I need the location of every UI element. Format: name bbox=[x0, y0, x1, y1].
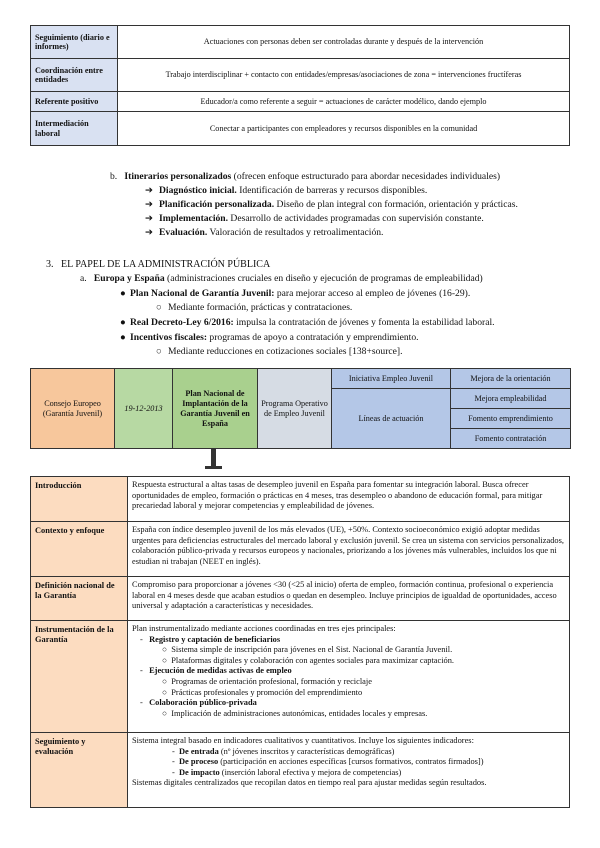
connector-line bbox=[211, 448, 216, 468]
list-item bbox=[145, 212, 484, 225]
bullet-icon: ● bbox=[120, 332, 126, 343]
arrow-icon: ➔ bbox=[145, 227, 154, 238]
item-title: Evaluación. bbox=[159, 227, 208, 238]
seguimiento-outro: Sistemas digitales centralizados que recopilan datos en tiempo real para ajustar medidas según resultados. bbox=[132, 778, 487, 788]
row-value: España con índice desempleo juvenil de los más elevados (UE), +50%. Contexto socioeconómico exigió adoptar medidas urgentes para deficiencias estructurales del mercado laboral y exclusión juvenil. Se crea un sistema con servicios personalizados, colaboración público-privada y recursos europeos y nacionales, priorizando a los jóvenes más vulnerables, incluidos los que ni estudian ni trabajan (NEET en inglés). bbox=[128, 522, 570, 577]
row-key: Referente positivo bbox=[31, 92, 118, 112]
table-row bbox=[31, 577, 570, 621]
subitem-text: Mediante formación, prácticas y contrataciones. bbox=[168, 302, 353, 313]
row-value bbox=[128, 621, 570, 733]
eje-title: Colaboración público-privada bbox=[149, 698, 257, 708]
arrow-icon: ➔ bbox=[145, 185, 154, 196]
eje-subitem: ○ Prácticas profesionales y promoción del emprendimiento bbox=[162, 687, 363, 697]
iniciativa-cell: Iniciativa Empleo Juvenil bbox=[332, 369, 451, 389]
consejo-cell: Consejo Europeo (Garantía Juvenil) bbox=[31, 369, 115, 449]
list-item bbox=[145, 184, 427, 197]
table-row bbox=[31, 26, 570, 59]
item-title: Plan Nacional de Garantía Juvenil: bbox=[130, 288, 275, 299]
garantia-diagram bbox=[30, 368, 571, 449]
eje-title: Registro y captación de beneficiarios bbox=[149, 634, 281, 644]
section-heading bbox=[46, 258, 270, 271]
list-label: b. bbox=[110, 171, 118, 182]
indicator-text: (nº jóvenes inscritos y características demográficas) bbox=[218, 746, 395, 756]
plan-cell: Plan Nacional de Implantación de la Garantía Juvenil en España bbox=[173, 369, 258, 449]
eje-subitem: ○ Sistema simple de inscripción para jóvenes en el Sist. Nacional de Garantía Juvenil. bbox=[162, 645, 453, 655]
intervention-table bbox=[30, 25, 570, 146]
row-key: Seguimiento (diario e informes) bbox=[31, 26, 118, 59]
row-key: Intermediación laboral bbox=[31, 112, 118, 146]
row-value: Conectar a participantes con empleadores y recursos disponibles en la comunidad bbox=[118, 112, 570, 146]
subsection-heading bbox=[80, 272, 483, 285]
row-value: Compromiso para proporcionar a jóvenes <30 (<25 al inicio) oferta de empleo, formación continua, profesional o experiencia laboral en 4 meses desde que acaban estudios o quedan en desempleo. Incluye principios de igualdad de oportunidades, acceso universal y adaptación a características y necesidades. bbox=[128, 577, 570, 621]
subitem-text: Prácticas profesionales y promoción del emprendimiento bbox=[171, 687, 363, 697]
item-title: Real Decreto-Ley 6/2016: bbox=[130, 317, 234, 328]
itinerarios-heading bbox=[110, 170, 500, 183]
garantia-detail-table bbox=[30, 476, 570, 808]
eje-item: - Ejecución de medidas activas de empleo bbox=[140, 666, 292, 676]
row-value: Respuesta estructural a altas tasas de desempleo juvenil en España para fomentar su integración laboral. Busca ofrecer oportunidades de empleo, formación o prácticas en 4 meses, tras desempleo o abandono de educación formal, para mitigar precariedad laboral y mejorar competencias y empleabilidad de jóvenes. bbox=[128, 477, 570, 522]
item-text: para mejorar acceso al empleo de jóvenes (16-29). bbox=[274, 288, 471, 299]
subitem-text: Plataformas digitales y colaboración con agentes sociales para maximizar captación. bbox=[171, 655, 455, 665]
indicator-text: (participación en acciones específicas [cursos formativos, contratos firmados]) bbox=[218, 757, 484, 767]
seguimiento-intro: Sistema integral basado en indicadores cualitativos y cuantitativos. Incluye los siguientes indicadores: bbox=[132, 736, 474, 745]
eje-subitem: ○ Implicación de administraciones autonómicas, entidades locales y empresas. bbox=[162, 708, 428, 718]
list-subitem bbox=[156, 301, 352, 314]
list-label: a. bbox=[80, 273, 87, 284]
table-row bbox=[31, 59, 570, 92]
item-text: Identificación de barreras y recursos disponibles. bbox=[236, 185, 428, 196]
item-title: Implementación. bbox=[159, 213, 229, 224]
item-text: Desarrollo de actividades programadas con supervisión constante. bbox=[228, 213, 484, 224]
bullet-icon: ● bbox=[120, 288, 126, 299]
indicator-item: - De proceso (participación en acciones específicas [cursos formativos, contratos firmados]) bbox=[172, 757, 484, 767]
arrow-icon: ➔ bbox=[145, 213, 154, 224]
subitem-text: Programas de orientación profesional, formación y reciclaje bbox=[171, 676, 372, 686]
row-key: Seguimiento y evaluación bbox=[31, 733, 128, 808]
item-text: Valoración de resultados y retroalimentación. bbox=[207, 227, 384, 238]
table-row bbox=[31, 522, 570, 577]
subsection-title: Europa y España bbox=[93, 273, 165, 284]
indicator-title: De impacto bbox=[178, 767, 220, 777]
instrumentacion-intro: Plan instrumentalizado mediante acciones coordinadas en tres ejes principales: bbox=[132, 624, 396, 633]
row-value: Trabajo interdisciplinar + contacto con entidades/empresas/asociaciones de zona = intervenciones fructíferas bbox=[118, 59, 570, 92]
table-row bbox=[31, 92, 570, 112]
item-title: Incentivos fiscales: bbox=[130, 332, 208, 343]
row-value bbox=[128, 733, 570, 808]
table-row bbox=[31, 477, 570, 522]
eje-item: - Registro y captación de beneficiarios bbox=[140, 634, 281, 644]
connector-base bbox=[205, 466, 222, 469]
itinerarios-title: Itinerarios personalizados bbox=[124, 171, 232, 182]
row-value: Actuaciones con personas deben ser controladas durante y después de la intervención bbox=[118, 26, 570, 59]
eje-item: - Colaboración público-privada bbox=[140, 698, 257, 708]
section-title: EL PAPEL DE LA ADMINISTRACIÓN PÚBLICA bbox=[61, 259, 271, 270]
subitem-text: Mediante reducciones en cotizaciones sociales [138+source]. bbox=[168, 346, 403, 357]
itinerarios-rest: (ofrecen enfoque estructurado para abordar necesidades individuales) bbox=[231, 171, 501, 182]
eje-subitem: ○ Plataformas digitales y colaboración con agentes sociales para maximizar captación. bbox=[162, 655, 455, 665]
indicator-item: - De entrada (nº jóvenes inscritos y características demográficas) bbox=[172, 746, 395, 756]
list-item bbox=[120, 316, 495, 329]
mejora-cell: Mejora empleabilidad bbox=[451, 389, 571, 409]
lineas-cell: Líneas de actuación bbox=[332, 389, 451, 449]
arrow-icon: ➔ bbox=[145, 199, 154, 210]
item-title: Planificación personalizada. bbox=[159, 199, 275, 210]
row-key: Introducción bbox=[31, 477, 128, 522]
row-key: Contexto y enfoque bbox=[31, 522, 128, 577]
row-key: Instrumentación de la Garantía bbox=[31, 621, 128, 733]
table-row bbox=[31, 369, 571, 389]
item-title: Diagnóstico inicial. bbox=[159, 185, 237, 196]
table-row bbox=[31, 733, 570, 808]
eje-title: Ejecución de medidas activas de empleo bbox=[149, 666, 292, 676]
list-item bbox=[145, 198, 518, 211]
item-text: programas de apoyo a contratación y emprendimiento. bbox=[207, 332, 419, 343]
row-value: Educador/a como referente a seguir = actuaciones de carácter modélico, dando ejemplo bbox=[118, 92, 570, 112]
item-text: Diseño de plan integral con formación, orientación y prácticas. bbox=[274, 199, 518, 210]
mejora-cell: Fomento emprendimiento bbox=[451, 409, 571, 429]
row-key: Coordinación entre entidades bbox=[31, 59, 118, 92]
bullet-icon: ● bbox=[120, 317, 126, 328]
indicator-item: - De impacto (inserción laboral efectiva y mejora de competencias) bbox=[172, 767, 402, 777]
indicator-text: (inserción laboral efectiva y mejora de competencias) bbox=[219, 767, 402, 777]
list-item bbox=[120, 287, 470, 300]
subitem-text: Implicación de administraciones autonómicas, entidades locales y empresas. bbox=[171, 708, 428, 718]
indicator-title: De entrada bbox=[178, 746, 219, 756]
indicator-title: De proceso bbox=[178, 757, 219, 767]
programa-cell: Programa Operativo de Empleo Juvenil bbox=[258, 369, 332, 449]
table-row bbox=[31, 112, 570, 146]
fecha-cell: 19-12-2013 bbox=[115, 369, 173, 449]
section-number: 3. bbox=[46, 259, 54, 270]
item-text: impulsa la contratación de jóvenes y fomenta la estabilidad laboral. bbox=[233, 317, 495, 328]
row-key: Definición nacional de la Garantía bbox=[31, 577, 128, 621]
subitem-text: Sistema simple de inscripción para jóvenes en el Sist. Nacional de Garantía Juvenil. bbox=[171, 645, 453, 655]
mejora-cell: Mejora de la orientación bbox=[451, 369, 571, 389]
circle-icon: ○ bbox=[156, 302, 162, 313]
list-item bbox=[145, 226, 383, 239]
circle-icon: ○ bbox=[156, 346, 162, 357]
table-row bbox=[31, 621, 570, 733]
eje-subitem: ○ Programas de orientación profesional, formación y reciclaje bbox=[162, 676, 372, 686]
mejora-cell: Fomento contratación bbox=[451, 429, 571, 449]
list-item bbox=[120, 331, 419, 344]
subsection-rest: (administraciones cruciales en diseño y ejecución de programas de empleabilidad) bbox=[164, 273, 483, 284]
list-subitem bbox=[156, 345, 403, 358]
